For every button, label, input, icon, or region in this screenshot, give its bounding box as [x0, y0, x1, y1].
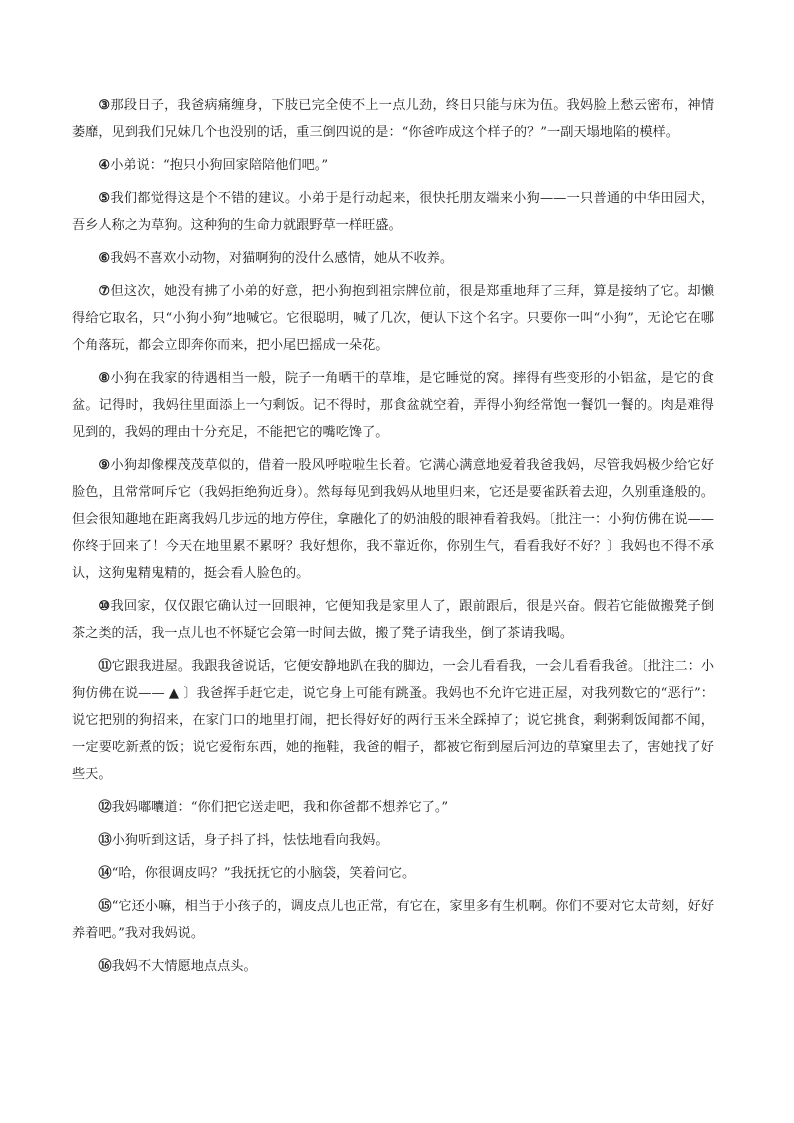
- paragraph-text: 但这次，她没有拂了小弟的好意，把小狗抱到祖宗牌位前，很是郑重地拜了三拜，算是接纳了它。却懒得给它取名，只“小狗小狗”地喊它。它很聪明，喊了几次，便认下这个名字。只要你一叫“小狗”，无论它在哪个角落玩，都会立即奔你而来，把小尾巴摇成一朵花。: [72, 284, 715, 353]
- paragraph-text: 小弟说：“抱只小狗回家陪陪他们吧。”: [110, 158, 329, 173]
- paragraph-number: ⑦: [98, 284, 111, 299]
- paragraph-text: 我妈嘟囔道：“你们把它送走吧，我和你爸都不想养它了。”: [111, 800, 449, 815]
- paragraph-text: 小狗在我家的待遇相当一般，院子一角晒干的草堆，是它睡觉的窝。摔得有些变形的小铝盆，是它的食盆。记得时，我妈往里面添上一勺剩饭。记不得时，那食盆就空着，弄得小狗经常饱一餐饥一餐的。肉是难得见到的，我妈的理由十分充足，不能把它的嘴吃馋了。: [72, 371, 715, 440]
- paragraph-number: ⑧: [98, 371, 111, 386]
- paragraph-5: [72, 185, 714, 239]
- paragraph-text: “它还小嘛，相当于小孩子的，调皮点儿也正常，有它在，家里多有生机啊。你们不要对它太苛刻，好好养着吧。”我对我妈说。: [72, 899, 715, 941]
- paragraph-13: [72, 827, 714, 854]
- paragraph-text: 它跟我进屋。我跟我爸说话，它便安静地趴在我的脚边，一会儿看看我，一会儿看看我爸。〔批注二：小狗仿佛在说—— ▲ 〕我爸挥手赶它走，说它身上可能有跳蚤。我妈也不允许它进正屋，对我列数它的“恶行”：说它把别的狗招来，在家门口的地里打闹，把长得好好的两行玉米全踩掉了；说它挑食，剩粥剩饭闻都不闻，一定要吃新煮的饭；说它爱衔东西，她的拖鞋，我爸的帽子，都被它衔到屋后河边的草窠里去了，害她找了好些天。: [72, 659, 715, 782]
- paragraph-text: 我妈不喜欢小动物，对猫啊狗的没什么感情，她从不收养。: [110, 251, 454, 266]
- paragraph-number: ⑬: [98, 833, 112, 848]
- paragraph-text: 那段日子，我爸病痛缠身，下肢已完全使不上一点儿劲，终日只能与床为伍。我妈脸上愁云密布，神情萎靡，见到我们兄妹几个也没别的话，重三倒四说的是：“你爸咋成这个样子的？”一副天塌地陷的模样。: [72, 98, 715, 140]
- paragraph-11: [72, 653, 714, 788]
- paragraph-9: [72, 452, 714, 587]
- paragraph-text: 小狗却像棵茂茂草似的，借着一股风呼啦啦生长着。它满心满意地爱着我爸我妈，尽管我妈极少给它好脸色，且常常呵斥它（我妈拒绝狗近身）。然每每见到我妈从地里归来，它还是要雀跃着去迎，久别重逢般的。但会很知趣地在距离我妈几步远的地方停住，拿融化了的奶油般的眼神看着我妈。〔批注一：小狗仿佛在说——你终于回来了！今天在地里累不累呀？我好想你，我不靠近你，你别生气，看看我好不好？〕我妈也不得不承认，这狗鬼精鬼精的，挺会看人脸色的。: [72, 458, 715, 581]
- paragraph-3: [72, 92, 714, 146]
- paragraph-number: ⑤: [98, 191, 111, 206]
- paragraph-text: 我回家，仅仅跟它确认过一回眼神，它便知我是家里人了，跟前跟后，很是兴奋。假若它能做搬凳子倒茶之类的活，我一点儿也不怀疑它会第一时间去做，搬了凳子请我坐，倒了茶请我喝。: [72, 599, 715, 641]
- paragraph-7: [72, 278, 714, 359]
- paragraph-number: ⑫: [98, 800, 112, 815]
- paragraph-number: ⑭: [98, 866, 112, 881]
- paragraph-text: 我妈不大情愿地点点头。: [111, 959, 257, 974]
- paragraph-number: ④: [98, 158, 111, 173]
- paragraph-text: “哈，你很调皮吗？”我抚抚它的小脑袋，笑着问它。: [111, 866, 416, 881]
- paragraph-16: [72, 953, 714, 980]
- paragraph-number: ⑮: [98, 899, 112, 914]
- paragraph-number: ⑩: [98, 599, 111, 614]
- paragraph-number: ⑪: [98, 659, 112, 674]
- paragraph-12: [72, 794, 714, 821]
- paragraph-text: 小狗听到这话，身子抖了抖，怯怯地看向我妈。: [111, 833, 389, 848]
- paragraph-14: [72, 860, 714, 887]
- paragraph-text: 我们都觉得这是个不错的建议。小弟于是行动起来，很快托朋友端来小狗——一只普通的中华田园犬，吾乡人称之为草狗。这种狗的生命力就跟野草一样旺盛。: [72, 191, 714, 233]
- paragraph-number: ⑨: [98, 458, 111, 473]
- paragraph-number: ⑥: [98, 251, 111, 266]
- paragraph-15: [72, 893, 714, 947]
- paragraph-8: [72, 365, 714, 446]
- paragraph-6: [72, 245, 714, 272]
- paragraph-10: [72, 593, 714, 647]
- paragraph-number: ③: [98, 98, 111, 113]
- paragraph-4: [72, 152, 714, 179]
- paragraph-number: ⑯: [98, 959, 112, 974]
